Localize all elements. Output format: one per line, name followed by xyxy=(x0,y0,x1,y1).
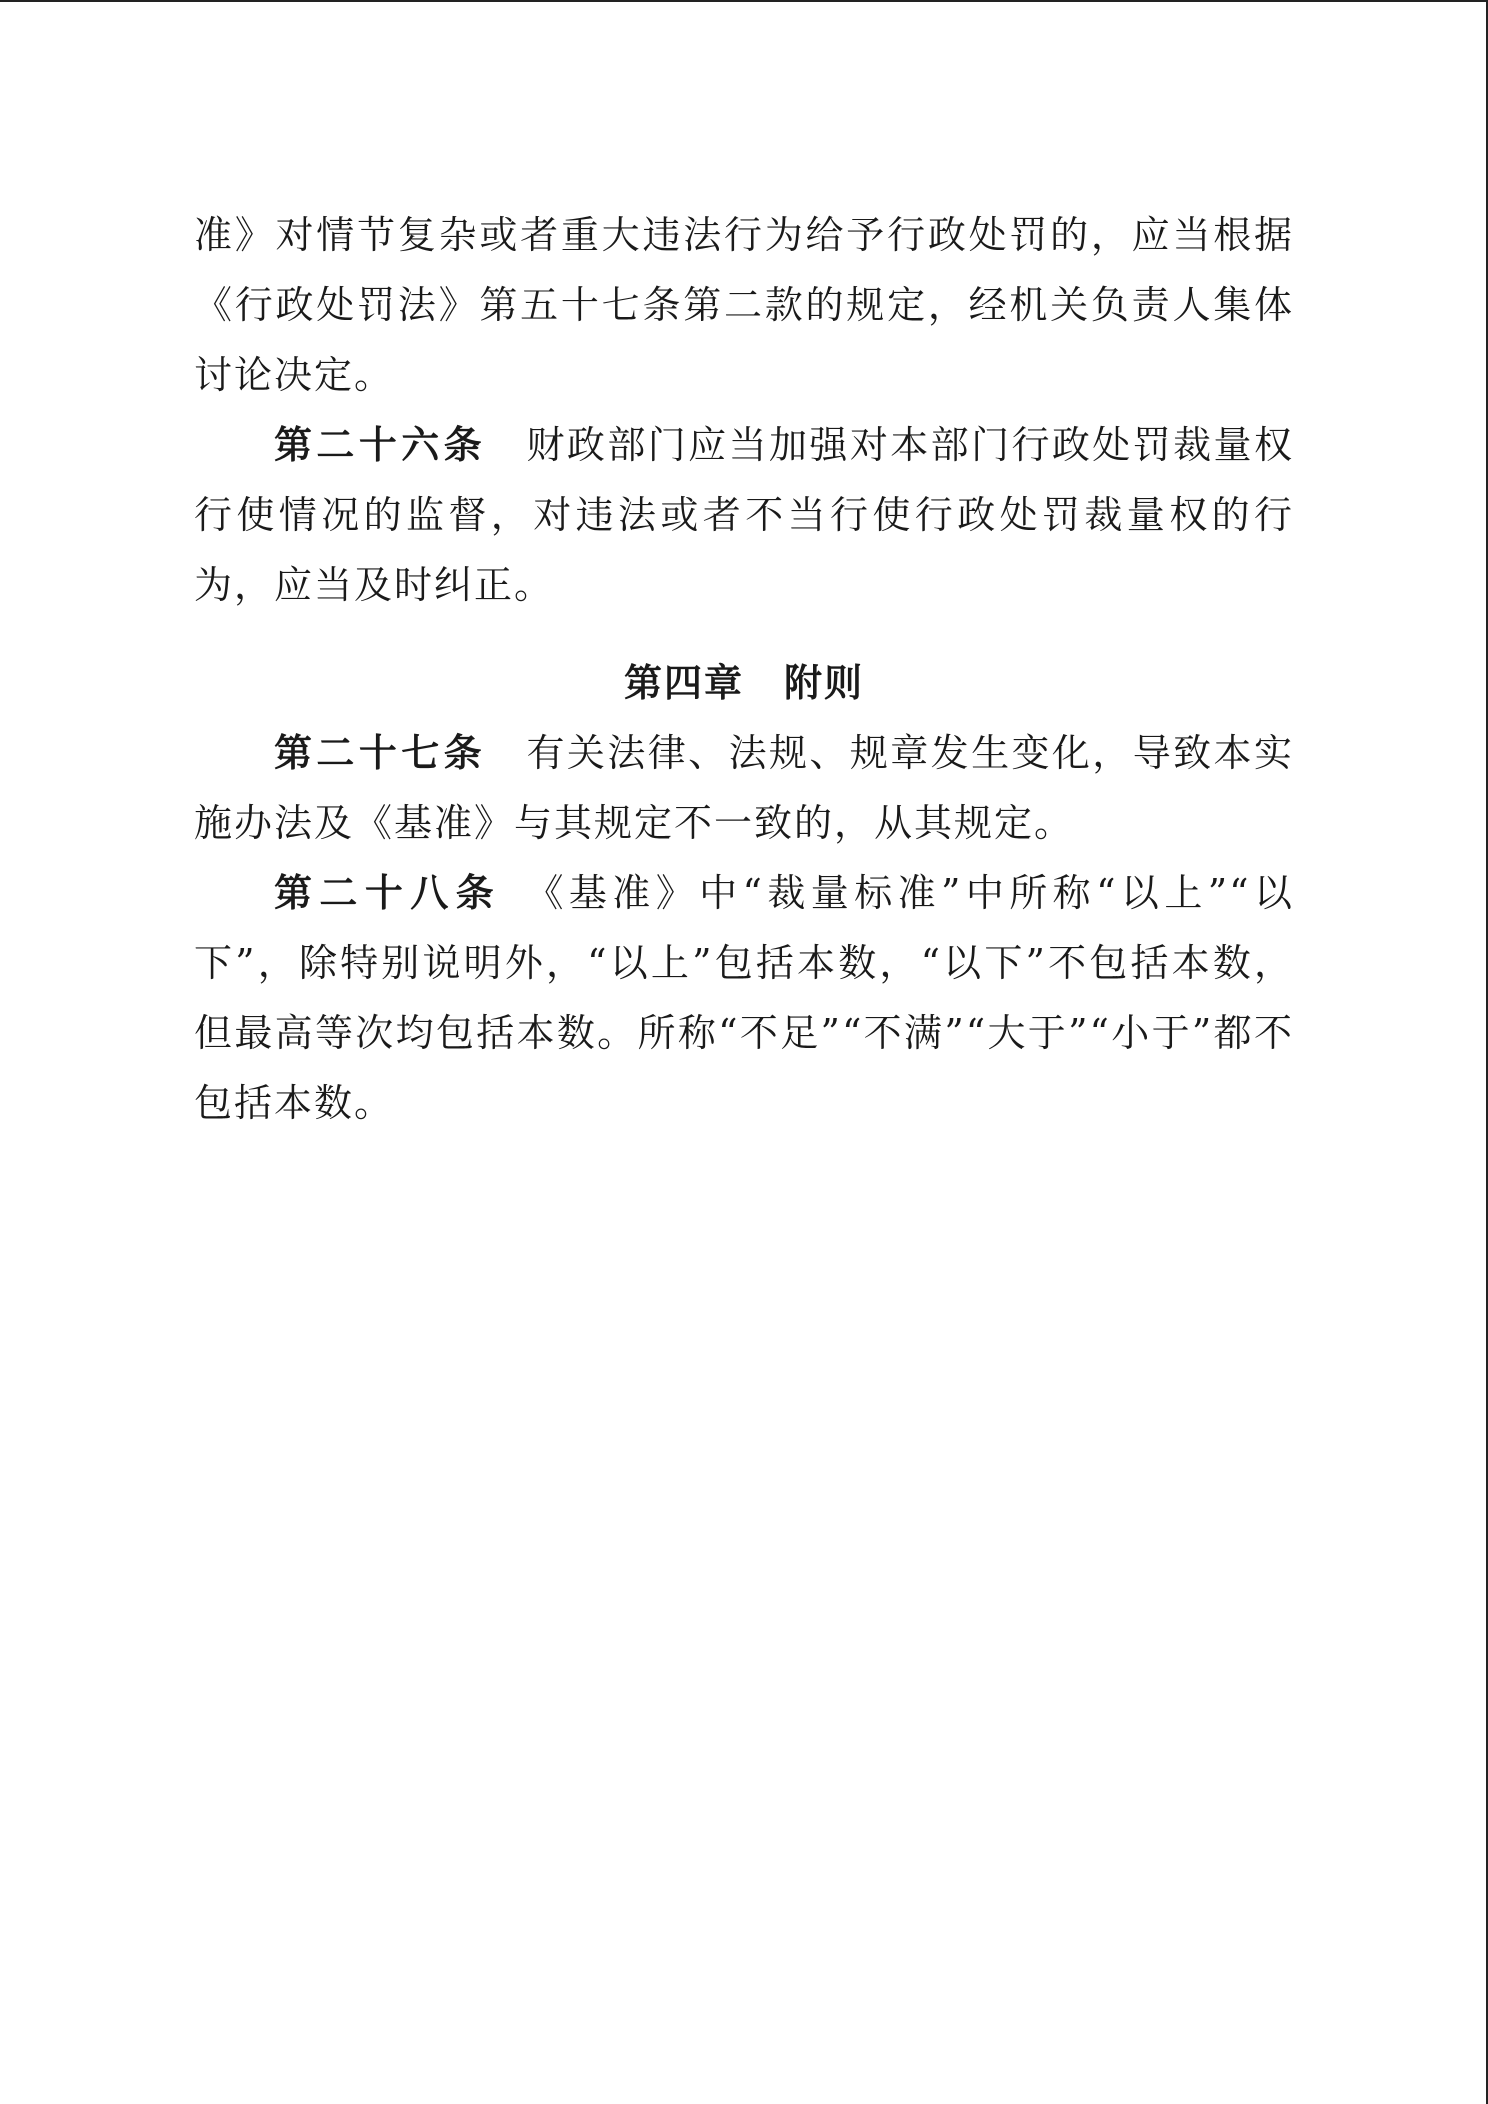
article-26-label: 第二十六条 xyxy=(274,423,487,467)
paragraph-continuation: 准》对情节复杂或者重大违法行为给予行政处罚的，应当根据《行政处罚法》第五十七条第二款的规定，经机关负责人集体讨论决定。 xyxy=(194,213,1294,397)
article-26 xyxy=(194,410,1294,620)
document-body xyxy=(194,200,1294,1138)
article-27 xyxy=(194,718,1294,858)
article-26-text: 财政部门应当加强对本部门行政处罚裁量权行使情况的监督，对违法或者不当行使行政处罚裁量权的行为，应当及时纠正。 xyxy=(194,423,1294,607)
article-27-label: 第二十七条 xyxy=(274,731,487,775)
page-top-border xyxy=(0,0,1488,2)
article-28-text: 《基准》中“裁量标准”中所称“以上”“以下”，除特别说明外，“以上”包括本数，“以下”不包括本数，但最高等次均包括本数。所称“不足”“不满”“大于”“小于”都不包括本数。 xyxy=(194,871,1294,1125)
article-28-label: 第二十八条 xyxy=(274,871,502,915)
chapter-title: 第四章 附则 xyxy=(623,661,864,705)
article-28 xyxy=(194,858,1294,1138)
article-27-text: 有关法律、法规、规章发生变化，导致本实施办法及《基准》与其规定不一致的，从其规定。 xyxy=(194,731,1294,845)
